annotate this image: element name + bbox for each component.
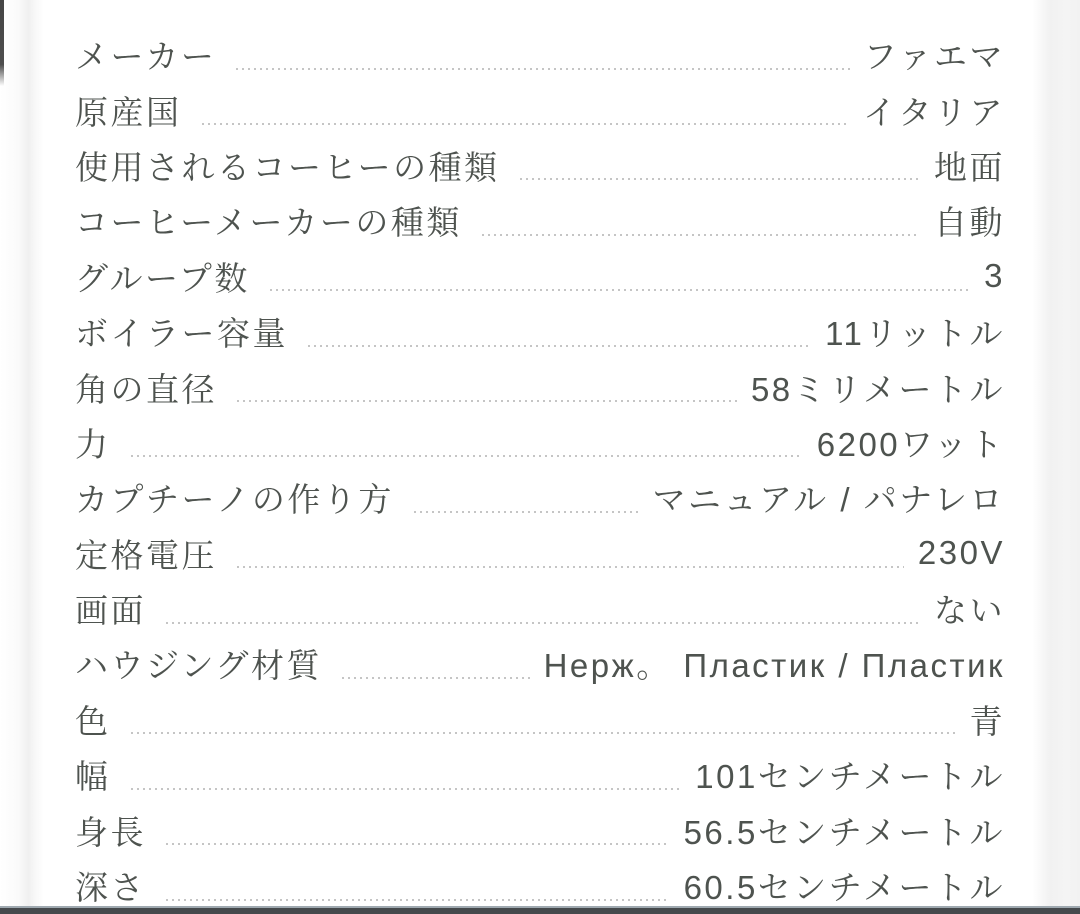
dotted-leader (237, 566, 904, 568)
bottom-bar (0, 906, 1080, 914)
spec-label: 身長 (75, 813, 146, 851)
spec-label: 深さ (75, 869, 146, 907)
spec-label: 力 (75, 425, 111, 463)
dotted-leader (202, 123, 850, 125)
spec-label: カプチーノの作り方 (75, 481, 394, 519)
spec-row (75, 858, 1005, 913)
spec-label: 定格電圧 (75, 536, 217, 574)
dotted-leader (131, 455, 803, 457)
spec-row (75, 636, 1005, 691)
dotted-leader (131, 788, 682, 790)
spec-row (75, 359, 1005, 414)
spec-label: 使用されるコーヒーの種類 (75, 148, 500, 186)
dotted-leader (270, 289, 970, 291)
spec-value: 60.5センチメートル (683, 869, 1005, 907)
spec-row (75, 581, 1005, 636)
dotted-leader (166, 843, 670, 845)
spec-value: 101センチメートル (695, 758, 1005, 796)
spec-label: コーヒーメーカーの種類 (75, 204, 462, 242)
spec-value: 青 (969, 702, 1005, 740)
dotted-leader (166, 622, 920, 624)
spec-value: 230V (917, 534, 1005, 572)
spec-label: メーカー (75, 38, 217, 76)
spec-label: グループ数 (75, 259, 250, 297)
spec-row (75, 249, 1005, 304)
spec-value: 6200ワット (816, 425, 1005, 463)
spec-label: 原産国 (75, 93, 182, 131)
spec-row (75, 692, 1005, 747)
spec-value: 自動 (934, 204, 1005, 242)
spec-label: 画面 (75, 592, 146, 630)
spec-row (75, 802, 1005, 857)
spec-label: 色 (75, 702, 111, 740)
spec-value: 56.5センチメートル (683, 813, 1005, 851)
spec-value: Нерж。 Пластик / Пластик (543, 647, 1005, 685)
dotted-leader (342, 677, 530, 679)
dotted-leader (482, 234, 920, 236)
spec-row (75, 526, 1005, 581)
spec-row (75, 82, 1005, 137)
spec-row (75, 304, 1005, 359)
top-left-corner-mark (0, 0, 4, 86)
spec-row (75, 415, 1005, 470)
spec-row (75, 138, 1005, 193)
spec-label: 角の直径 (75, 370, 217, 408)
spec-label: 幅 (75, 758, 111, 796)
spec-value: 58ミリメートル (750, 370, 1005, 408)
spec-label: ハウジング材質 (75, 647, 323, 685)
spec-value: 3 (984, 257, 1005, 295)
spec-label: ボイラー容量 (75, 315, 288, 353)
spec-value: 地面 (934, 148, 1005, 186)
spec-row (75, 27, 1005, 82)
spec-value: マニュアル / パナレロ (652, 481, 1005, 519)
dotted-leader (414, 511, 639, 513)
spec-value: ない (934, 592, 1005, 630)
dotted-leader (131, 732, 956, 734)
spec-row (75, 470, 1005, 525)
spec-row (75, 193, 1005, 248)
spec-row (75, 747, 1005, 802)
dotted-leader (237, 400, 737, 402)
dotted-leader (236, 68, 849, 70)
spec-value: 11リットル (825, 315, 1005, 353)
spec-value: ファエマ (863, 38, 1005, 76)
dotted-leader (308, 345, 811, 347)
spec-value: イタリア (863, 93, 1005, 131)
dotted-leader (166, 899, 670, 901)
dotted-leader (520, 178, 920, 180)
